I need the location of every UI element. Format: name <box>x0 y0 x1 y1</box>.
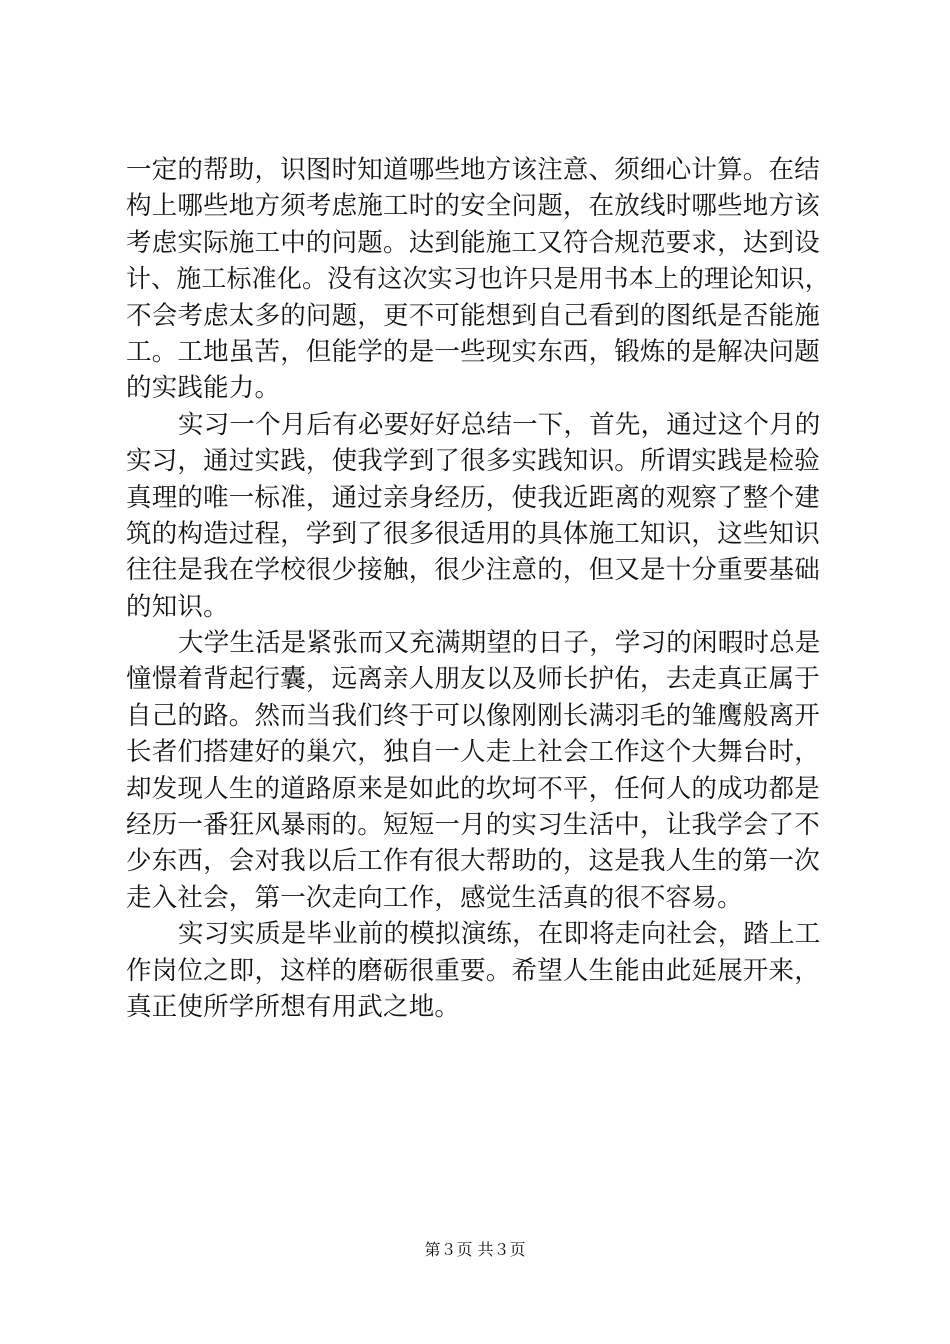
text-line: 真正使所学所想有用武之地。 <box>126 991 461 1022</box>
text-line: 作岗位之即，这样的磨砺很重要。希望人生能由此延展开来， <box>126 955 820 986</box>
text-line: 一定的帮助，识图时知道哪些地方该注意、须细心计算。在结 <box>126 155 820 185</box>
text-line: 考虑实际施工中的问题。达到能施工又符合规范要求，达到设 <box>126 227 820 258</box>
text-line: 憧憬着背起行囊，远离亲人朋友以及师长护佑，去走真正属于 <box>126 664 820 695</box>
text-line: 计、施工标准化。没有这次实习也许只是用书本上的理论知识， <box>126 264 830 294</box>
text-line: 构上哪些地方须考虑施工时的安全问题，在放线时哪些地方该 <box>126 191 820 222</box>
text-line: 大学生活是紧张而又充满期望的日子，学习的闲暇时总是 <box>178 628 821 659</box>
text-line: 长者们搭建好的巢穴，独自一人走上社会工作这个大舞台时， <box>126 737 820 768</box>
text-line: 的实践能力。 <box>126 373 281 404</box>
text-line: 走入社会，第一次走向工作，感觉生活真的很不容易。 <box>126 882 743 913</box>
text-line: 往往是我在学校很少接触，很少注意的，但又是十分重要基础 <box>126 555 820 586</box>
text-line: 实习，通过实践，使我学到了很多实践知识。所谓实践是检验 <box>126 446 820 477</box>
text-line: 不会考虑太多的问题，更不可能想到自己看到的图纸是否能施 <box>126 300 820 331</box>
text-line: 真理的唯一标准，通过亲身经历，使我近距离的观察了整个建 <box>126 482 820 513</box>
text-line: 自己的路。然而当我们终于可以像刚刚长满羽毛的雏鹰般离开 <box>126 700 820 731</box>
text-line: 却发现人生的道路原来是如此的坎坷不平，任何人的成功都是 <box>126 773 820 804</box>
text-line: 实习一个月后有必要好好总结一下，首先，通过这个月的 <box>178 409 821 440</box>
page-footer: 第３页 共３页 <box>424 1240 526 1259</box>
text-line: 少东西，会对我以后工作有很大帮助的，这是我人生的第一次 <box>126 846 820 877</box>
document-body <box>126 152 834 1025</box>
text-line: 经历一番狂风暴雨的。短短一月的实习生活中，让我学会了不 <box>126 810 820 841</box>
text-line: 筑的构造过程，学到了很多很适用的具体施工知识，这些知识 <box>126 518 820 549</box>
text-line: 实习实质是毕业前的模拟演练，在即将走向社会，踏上工 <box>178 919 821 950</box>
text-line: 工。工地虽苦，但能学的是一些现实东西，锻炼的是解决问题 <box>126 336 820 367</box>
text-line: 的知识。 <box>126 591 229 622</box>
